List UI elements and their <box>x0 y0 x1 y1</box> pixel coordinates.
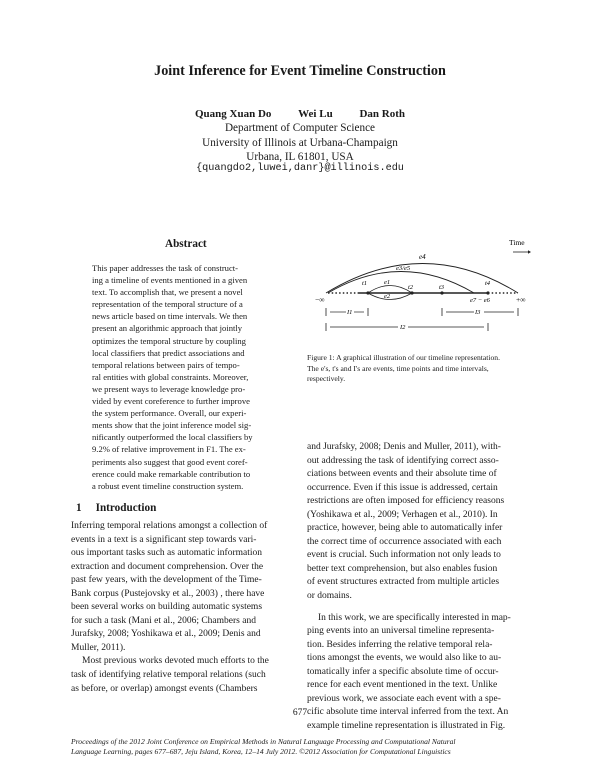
page-number: 677 <box>292 708 308 718</box>
body-text-line: tions amongst the events, we would also like to au- <box>307 653 502 664</box>
section-title: Introduction <box>95 502 157 514</box>
caption-line: respectively. <box>307 374 346 384</box>
body-text-line: example timeline representation is illustrated in Fig. <box>307 720 506 731</box>
body-text-line: In this work, we are specifically interested in map- <box>318 612 511 623</box>
paper-title: Joint Inference for Event Timeline Construction <box>154 63 446 79</box>
abstract-line: ments show that the joint inference model sig- <box>92 420 252 431</box>
abstract-line: vided by event coreference to further improve <box>92 396 250 407</box>
affiliation-line: Department of Computer Science <box>224 122 376 134</box>
body-text-line: tion. Besides inferring the relative temporal rela- <box>307 639 493 650</box>
time-point-t2 <box>410 291 413 294</box>
time-point-t3 <box>440 291 443 294</box>
body-text-line: ciations between events and their absolute time of <box>307 469 497 480</box>
body-text-line: rence for each event mentioned in the text. Unlike <box>307 680 498 691</box>
abstract-line: periments also suggest that good event coref- <box>92 456 248 467</box>
time-point-t4 <box>486 291 489 294</box>
body-text-line: extraction and document comprehension. Over the <box>71 561 264 572</box>
event-arc-e4 <box>326 264 518 294</box>
author-name: Wei Lu <box>298 108 333 120</box>
body-text-line: Bank corpus (Pustejovsky et al., 2003) , there have <box>71 588 265 599</box>
time-point-label-t1: t1 <box>362 280 368 287</box>
abstract-line: text. To accomplish that, we present a novel <box>92 287 243 298</box>
body-text-line: events in a text is a significant step towards vari- <box>71 534 257 545</box>
abstract-line: temporal relations between pairs of tempo- <box>92 359 240 370</box>
body-text-line: Most previous works devoted much efforts to the <box>82 656 269 667</box>
abstract-line: optimizes the temporal structure by coupling <box>92 335 246 346</box>
time-point-t1 <box>366 291 369 294</box>
neg-infinity-label: −∞ <box>315 295 325 304</box>
body-text-line: for such a task (Mani et al., 2006; Chambers and <box>71 615 256 626</box>
section-number: 1 <box>76 502 82 514</box>
affiliation-line: University of Illinois at Urbana-Champaign <box>202 137 398 149</box>
time-point-label-t3: t3 <box>439 284 445 291</box>
body-text-line: been several works on building automatic systems <box>71 602 263 613</box>
time-point-label-t4: t4 <box>485 280 491 287</box>
left-column-text <box>71 520 294 696</box>
abstract-line: a robust event timeline construction system. <box>92 480 244 491</box>
right-column-text <box>307 441 530 733</box>
abstract-body <box>92 262 270 492</box>
body-text-line: and Jurafsky, 2008; Denis and Muller, 2011), with- <box>307 442 501 452</box>
abstract-line: This paper addresses the task of construct- <box>92 263 239 273</box>
body-text-line: cific absolute time interval inferred from the text. An <box>307 707 509 718</box>
timeline-figure <box>306 236 536 336</box>
body-text-line: practice, however, being able to automatically infer <box>307 523 503 534</box>
event-label-e3e5: e3/e5 <box>396 265 411 272</box>
abstract-line: erence could make remarkable contribution to <box>92 468 251 479</box>
body-text-line: ping events into an universal timeline representa- <box>307 626 495 637</box>
affiliation-line: Urbana, IL 61801, USA <box>246 151 354 163</box>
section-heading <box>76 502 156 514</box>
body-text-line: Jurafsky, 2008; Yoshikawa et al., 2009; Denis and <box>71 629 261 640</box>
footer-line: Proceedings of the 2012 Joint Conference on Empirical Methods in Natural Language Processing and Computational Natural <box>71 737 456 746</box>
body-text-line: Inferring temporal relations amongst a collection of <box>71 521 268 531</box>
body-text-line: out addressing the task of identifying correct asso- <box>307 455 499 466</box>
time-axis-label: Time <box>509 238 525 247</box>
interval-label-i1: I1 <box>347 309 353 316</box>
body-text-line: better text comprehension, but also enables fusion <box>307 563 498 574</box>
body-text-line: (Yoshikawa et al., 2009; Verhagen et al., 2010). In <box>307 509 498 520</box>
event-arc-e3e5 <box>328 272 474 294</box>
abstract-heading: Abstract <box>165 238 207 250</box>
abstract-line: local classifiers that predict associations and <box>92 347 245 358</box>
event-label-e1: e1 <box>384 279 391 286</box>
author-email[interactable]: {quangdo2,luwei,danr}@illinois.edu <box>196 163 404 174</box>
body-text-line: Muller, 2011). <box>71 642 126 653</box>
author-name: Quang Xuan Do <box>194 108 272 120</box>
proceedings-footer <box>71 737 531 757</box>
time-arrow-head <box>528 250 531 254</box>
interval-label-i3: I3 <box>475 309 481 316</box>
body-text-line: occurrence. Even if this issue is addressed, certain <box>307 482 498 493</box>
body-text-line: ous important tasks such as automatic information <box>71 548 263 559</box>
event-label-e2: e2 <box>384 293 391 300</box>
abstract-line: news article based on time intervals. We then <box>92 311 248 322</box>
body-text-line: or domains. <box>307 591 352 602</box>
caption-line: Figure 1: A graphical illustration of our timeline representation. <box>307 353 500 362</box>
body-text-line: tomatically infer a specific absolute time of occur- <box>307 666 499 677</box>
body-text-line: restrictions are often imposed for efficiency reasons <box>307 496 505 507</box>
body-text-line: event is crucial. Such information not only leads to <box>307 550 501 561</box>
abstract-line: present an algorithmic approach that jointly <box>92 323 243 334</box>
author-list <box>0 108 600 120</box>
event-arc-e1 <box>368 286 412 294</box>
abstract-line: representation of the temporal structure of a <box>92 299 243 310</box>
event-label-e4: e4 <box>419 253 426 261</box>
abstract-line: ral entities with global constraints. Moreover, <box>92 371 249 382</box>
body-text-line: of event structures extracted from multiple articles <box>307 577 500 588</box>
time-point-label-t2: t2 <box>408 284 414 291</box>
abstract-line: we present ways to leverage knowledge pro- <box>92 383 246 394</box>
interval-label-i2: I2 <box>400 324 406 331</box>
event-label-e7-e6: e7 − e6 <box>470 297 490 304</box>
abstract-line: nificantly outperformed the local classifiers by <box>92 432 253 443</box>
abstract-line: the system performance. Overall, our experi- <box>92 408 247 419</box>
body-text-line: previous work, we associate each event with a spe- <box>307 693 501 704</box>
body-text-line: the correct time of occurrence associated with each <box>307 536 502 547</box>
abstract-line: 9.2% of relative improvement in F1. The ex- <box>92 444 246 455</box>
abstract-line: ing a timeline of events mentioned in a given <box>92 275 248 286</box>
caption-line: The e's, t's and I's are events, time points and time intervals, <box>307 363 489 373</box>
body-text-line: task of identifying relative temporal relations (such <box>71 670 266 681</box>
footer-line: Language Learning, pages 677–687, Jeju Island, Korea, 12–14 July 2012. ©2012 Association for Computational Linguistics <box>71 747 451 757</box>
body-text-line: past few years, with the development of the Time- <box>71 575 262 586</box>
pos-infinity-label: +∞ <box>516 295 526 304</box>
figure-caption <box>307 353 530 385</box>
body-text-line: as before, or overlap) amongst events (Chambers <box>71 683 258 694</box>
author-name: Dan Roth <box>359 108 405 120</box>
